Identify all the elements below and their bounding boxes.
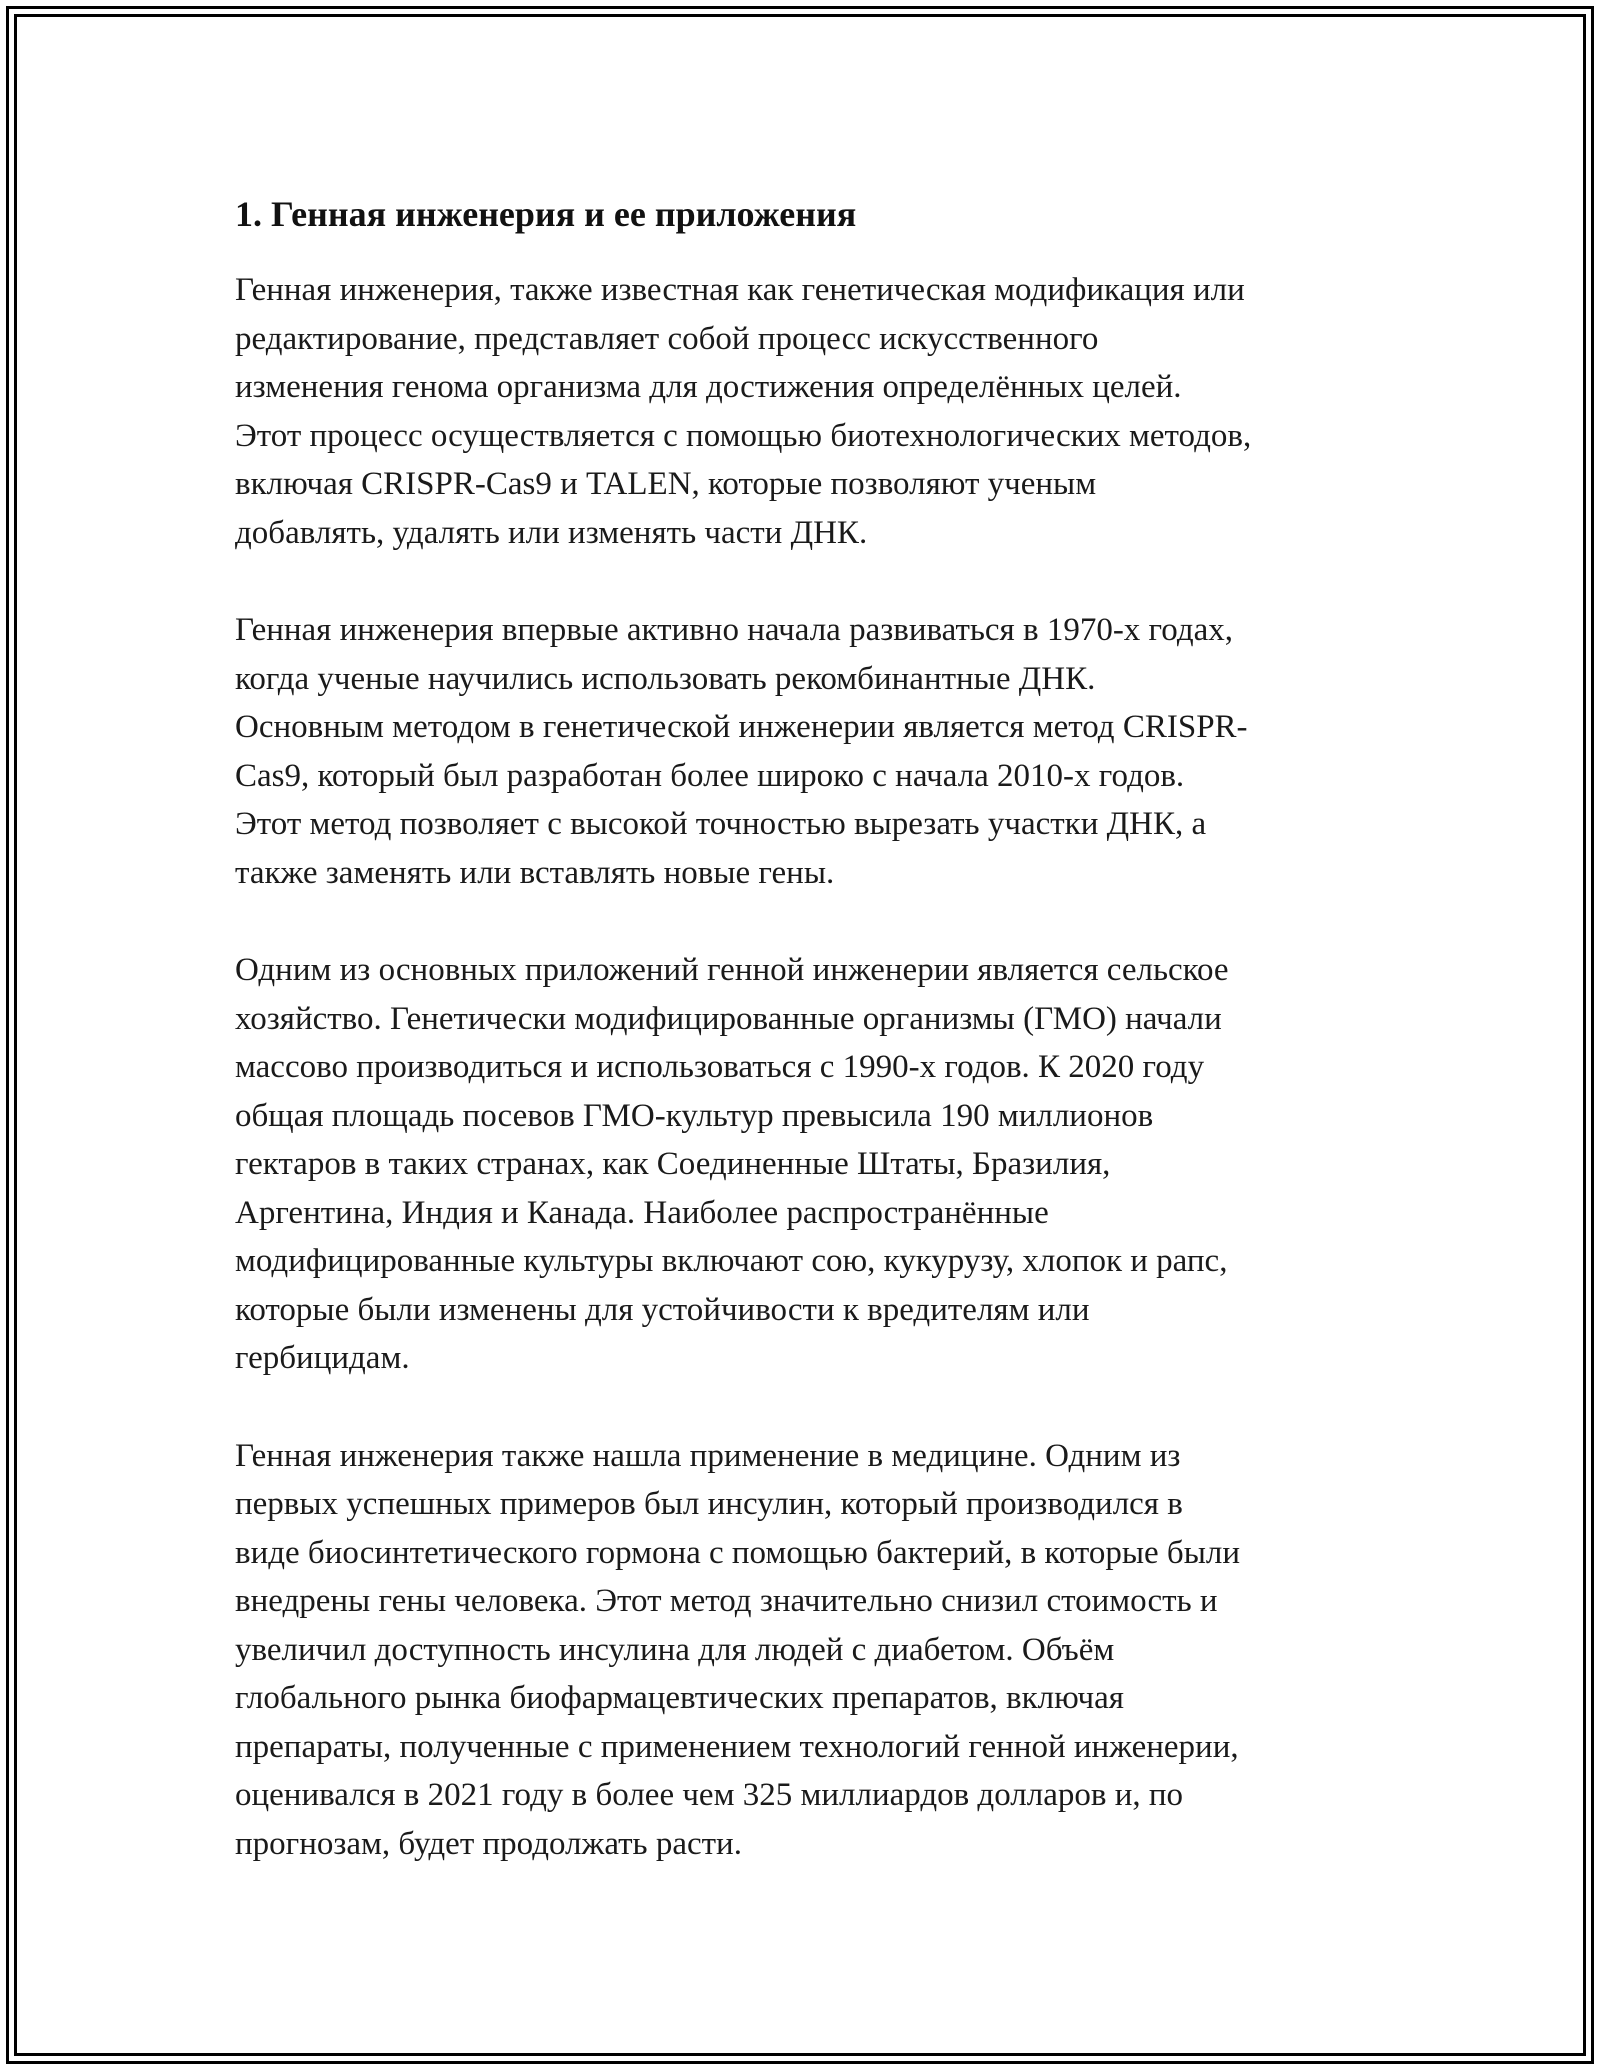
document-body (235, 188, 1375, 1917)
paragraph-agriculture: Одним из основных приложений генной инженерии является сельское хозяйство. Генетически модифицированные организмы (ГМО) начали массово производиться и использоваться с 1990-х годов. К 2020 году общая площадь посевов ГМО-культур превысила 190 миллионов гектаров в таких странах, как Соединенные Штаты, Бразилия, Аргентина, Индия и Канада. Наиболее распространённые модифицированные культуры включают сою, кукурузу, хлопок и рапс, которые были изменены для устойчивости к вредителям или гербицидам. (235, 952, 1229, 1376)
paragraph-history: Генная инженерия впервые активно начала развиваться в 1970-х годах, когда ученые научились использовать рекомбинантные ДНК. Основным методом в генетической инженерии является метод CRISPR- Cas9, который был разработан более широко с начала 2010-х годов. Этот метод позволяет с высокой точностью вырезать участки ДНК, а также заменять или вставлять новые гены. (235, 612, 1248, 891)
paragraph-medicine: Генная инженерия также нашла применение в медицине. Одним из первых успешных примеров был инсулин, который производился в виде биосинтетического гормона с помощью бактерий, в которые были внедрены гены человека. Этот метод значительно снизил стоимость и увеличил доступность инсулина для людей с диабетом. Объём глобального рынка биофармацевтических препаратов, включая препараты, полученные с применением технологий генной инженерии, оценивался в 2021 году в более чем 325 миллиардов долларов и, по прогнозам, будет продолжать расти. (235, 1437, 1241, 1862)
paragraph-intro: Генная инженерия, также известная как генетическая модификация или редактирование, представляет собой процесс искусственного изменения генома организма для достижения определённых целей. Этот процесс осуществляется с помощью биотехнологических методов, включая CRISPR-Cas9 и TALEN, которые позволяют ученым добавлять, удалять или изменять части ДНК. (235, 272, 1252, 551)
section-title: 1. Генная инженерия и ее приложения (235, 194, 857, 234)
